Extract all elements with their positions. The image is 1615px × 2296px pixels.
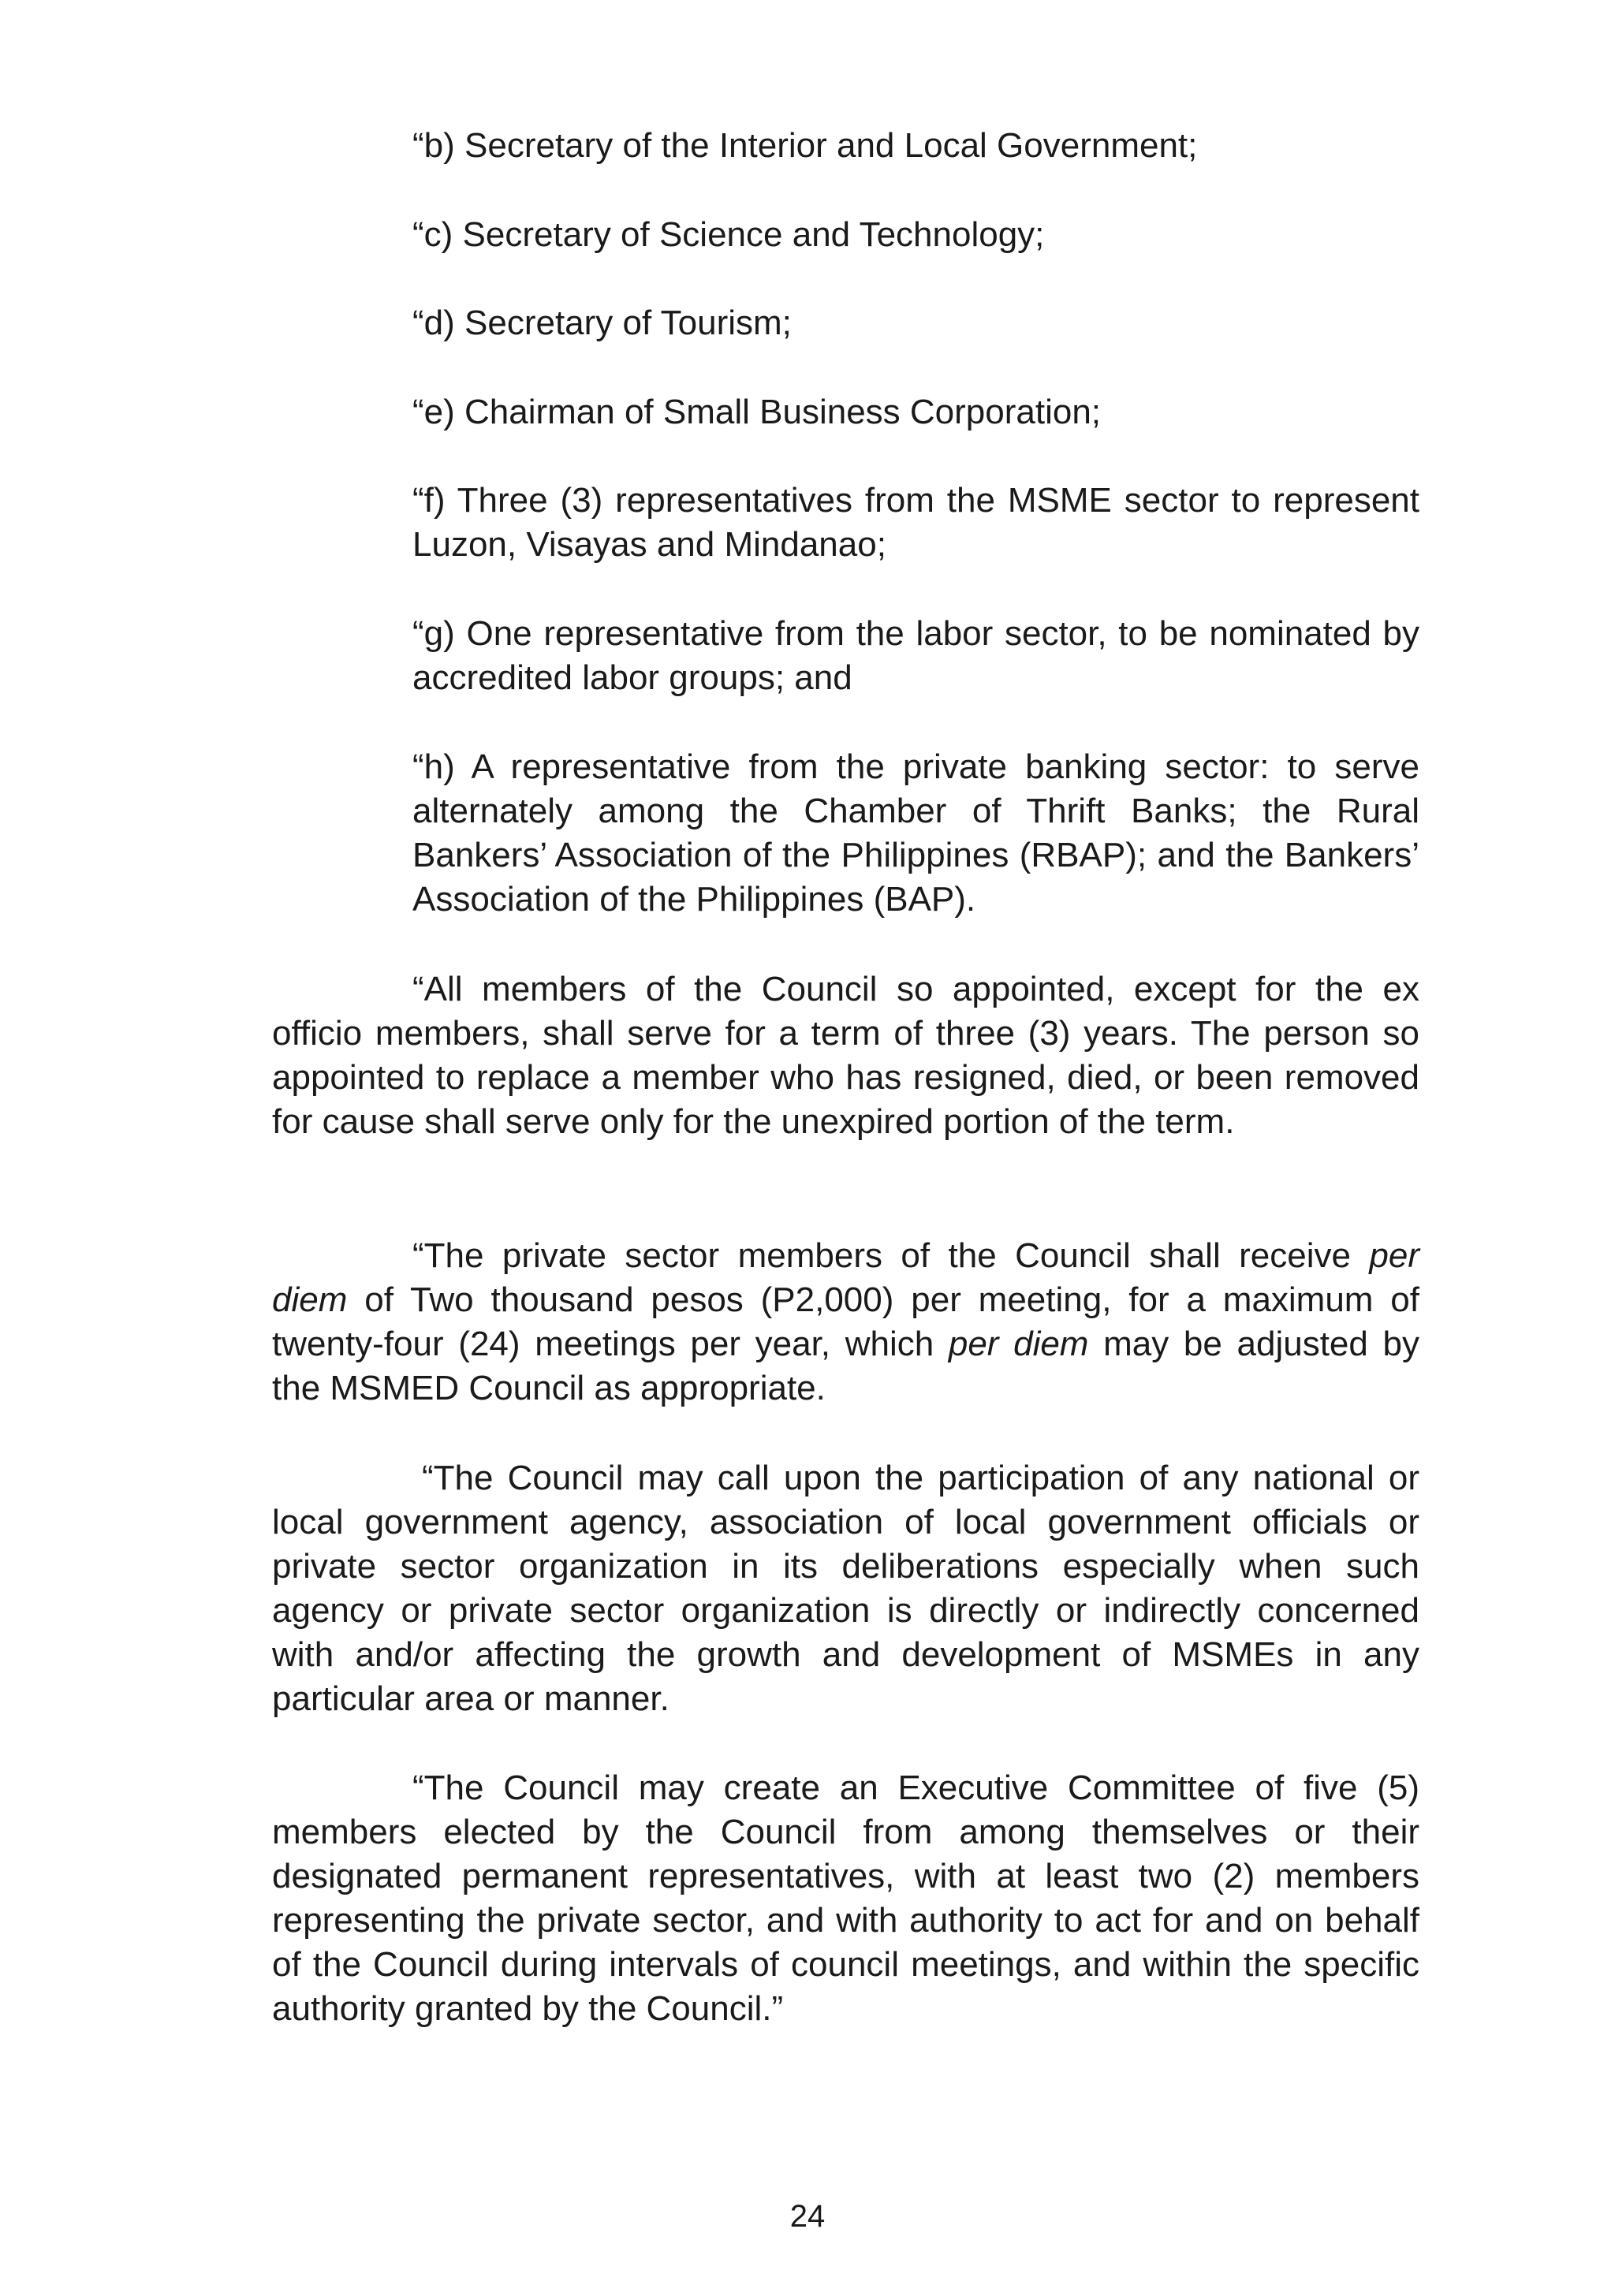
list-item-h: “h) A representative from the private banking sector: to serve alternately among the Chamber of Thrift Banks; the Rural Bankers’ Association of the Philippines (RBAP); and the Bankers’ Association of the Philippines (BAP).	[412, 747, 1419, 919]
per-diem-text-1: “The private sector members of the Council shall receive	[412, 1236, 1370, 1275]
paragraph-term: “All members of the Council so appointed, except for the ex officio members, shall serve for a term of three (3) years. The person so appointed to replace a member who has resigned, died, or been removed for cause shall serve only for the unexpired portion of the term.	[272, 970, 1419, 1141]
list-item-f: “f) Three (3) representatives from the MSME sector to represent Luzon, Visayas and Mindanao;	[412, 481, 1419, 564]
list-item-c: “c) Secretary of Science and Technology;	[412, 215, 1045, 254]
list-item-b: “b) Secretary of the Interior and Local Government;	[412, 126, 1198, 165]
list-item-g: “g) One representative from the labor sector, to be nominated by accredited labor groups; and	[412, 614, 1419, 697]
per-diem-italic-1: per diem	[272, 1236, 1419, 1319]
paragraph-participation: “The Council may call upon the participation of any national or local government agency, association of local government officials or private sector organization in its deliberations especially when such agency or private sector organization is directly or indirectly concerned with and/or affecting the growth and development of MSMEs in any particular area or manner.	[272, 1459, 1419, 1718]
per-diem-text-2: of Two thousand pesos (P2,000) per meeting, for a maximum of twenty-four (24) meetings per year, which	[272, 1280, 1419, 1363]
list-item-e: “e) Chairman of Small Business Corporation;	[412, 393, 1102, 431]
list-item-d: “d) Secretary of Tourism;	[412, 304, 792, 342]
per-diem-italic-2: per diem	[948, 1325, 1089, 1363]
per-diem-text-3: may be adjusted by the MSMED Council as appropriate.	[272, 1325, 1419, 1407]
paragraph-per-diem	[272, 1234, 1419, 1411]
paragraph-executive-committee: “The Council may create an Executive Committee of five (5) members elected by the Council from among themselves or their designated permanent representatives, with at least two (2) members representing the private sector, and with authority to act for and on behalf of the Council during intervals of council meetings, and within the specific authority granted by the Council.”	[272, 1769, 1419, 2028]
page-number: 24	[789, 2199, 826, 2234]
